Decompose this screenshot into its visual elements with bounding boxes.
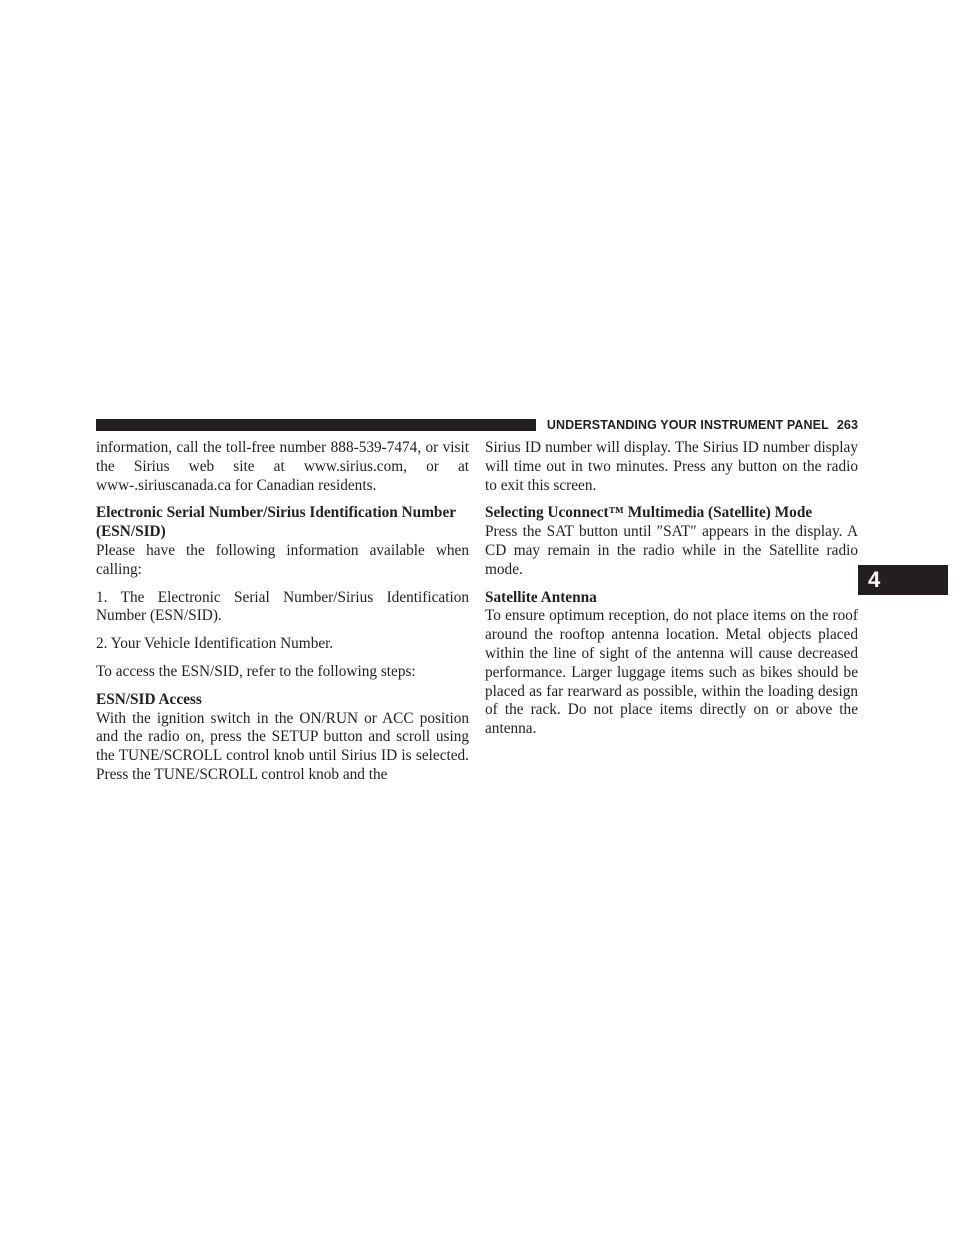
continued-paragraph: Sirius ID number will display. The Sirius ID number display will time out in two minutes. Press any button on the radio to exit this screen. [485,439,858,494]
running-header [546,417,858,433]
satellite-mode-heading: Selecting Uconnect™ Multimedia (Satellite) Mode [485,504,813,522]
satellite-antenna-paragraph: To ensure optimum reception, do not place items on the roof around the rooftop antenna location. Metal objects placed within the line of sight of the antenna will cause decreased performance. Larger luggage items such as bikes should be placed as far rearward as possible, within the loading design of the rack. Do not place items directly on or above the antenna. [485,607,858,738]
esn-access-heading: ESN/SID Access [96,690,202,708]
access-intro-paragraph: To access the ESN/SID, refer to the following steps: [96,662,416,680]
esn-access-paragraph: With the ignition switch in the ON/RUN or ACC position and the radio on, press the SETUP button and scroll using the TUNE/SCROLL control knob until Sirius ID is selected. Press the TUNE/SCROLL control knob and the [96,709,469,783]
intro-paragraph: information, call the toll-free number 888-539-7474, or visit the Sirius web site at www.sirius.com, or at www-.siriuscanada.ca for Canadian residents. [96,439,469,494]
satellite-mode-paragraph: Press the SAT button until ″SAT″ appears in the display. A CD may remain in the radio while in the Satellite radio mode. [485,523,858,578]
chapter-number: 4 [868,567,881,592]
esn-heading: Electronic Serial Number/Sirius Identification Number (ESN/SID) [96,504,456,541]
esn-paragraph: Please have the following information available when calling: [96,541,469,578]
chapter-tab [858,565,948,595]
satellite-antenna-heading: Satellite Antenna [485,588,597,606]
page-number: 263 [836,418,858,432]
left-column [96,439,469,794]
header-rule [96,419,536,431]
section-title: UNDERSTANDING YOUR INSTRUMENT PANEL [546,418,829,432]
right-column [485,439,858,748]
step-2: 2. Your Vehicle Identification Number. [96,635,334,653]
step-1: 1. The Electronic Serial Number/Sirius Identification Number (ESN/SID). [96,588,469,625]
